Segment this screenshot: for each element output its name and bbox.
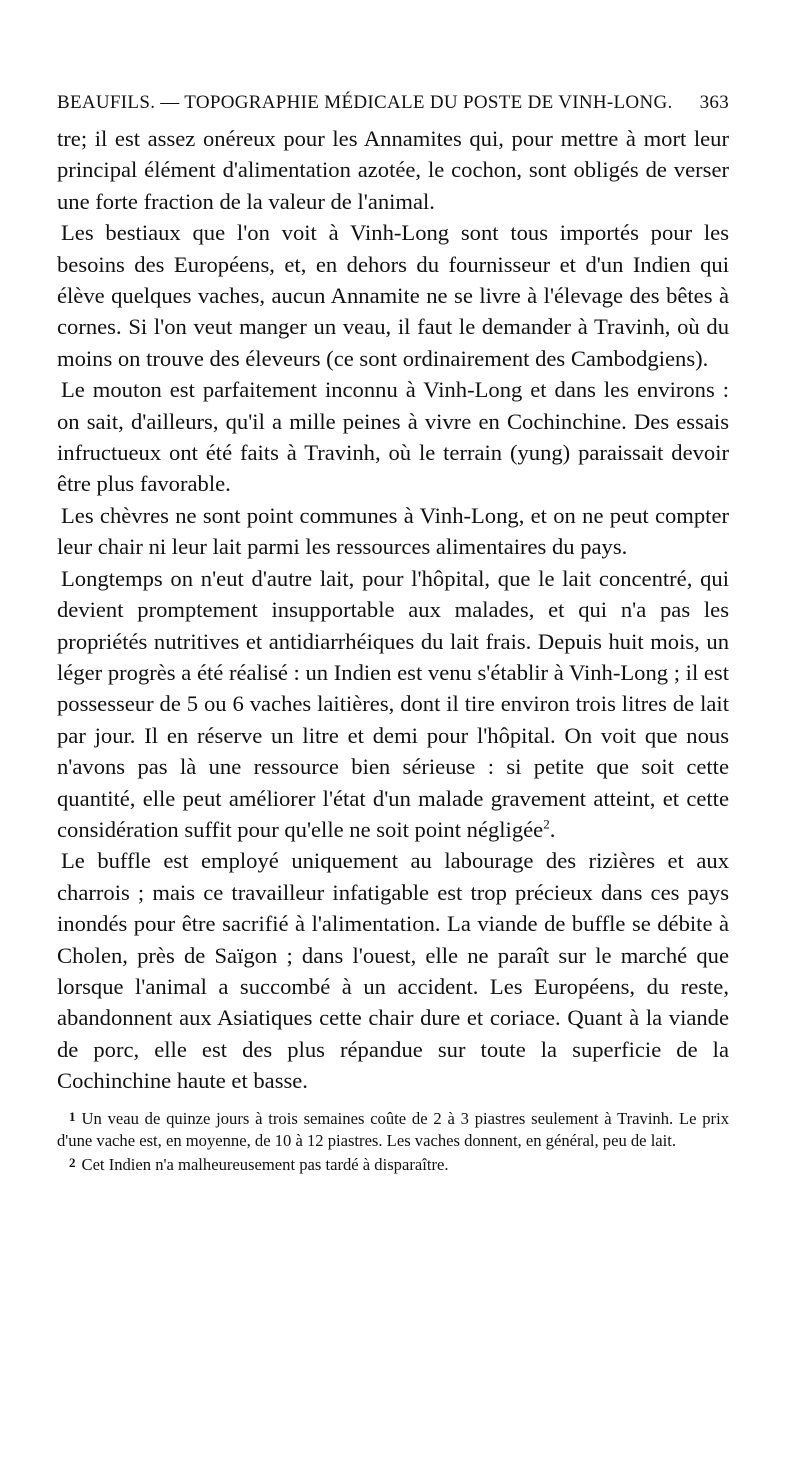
- page-number: 363: [699, 92, 729, 113]
- paragraph-sheep: Le mouton est parfaitement inconnu à Vinh-Long et dans les environs : on sait, d'ailleurs, qu'il a mille peines à vivre en Cochinchine. Des essais infructueux ont été faits à Travinh, où le terrain (yung) paraissait devoir être plus favorable.: [57, 377, 729, 497]
- paragraph-milk-text: Longtemps on n'eut d'autre lait, pour l'hôpital, que le lait concentré, qui devient promptement insupportable aux malades, et qui n'a pas les propriétés nutritives et antidiarrhéiques du lait frais. Depuis huit mois, un léger progrès a été réalisé : un Indien est venu s'établir à Vinh-Long ; il est possesseur de 5 ou 6 vaches laitières, dont il tire environ trois litres de lait par jour. Il en réserve un litre et demi pour l'hôpital. On voit que nous n'avons pas là une ressource bien sérieuse : si petite que soit cette quantité, elle peut améliorer l'état d'un malade gravement atteint, et cette considération suffit pour qu'elle ne soit point négligée: [57, 565, 729, 842]
- footnote-1: [57, 1106, 729, 1153]
- running-head-title: BEAUFILS. — TOPOGRAPHIE MÉDICALE DU POSTE DE VINH-LONG.: [57, 92, 673, 113]
- paragraph-milk-end: .: [549, 816, 556, 842]
- paragraph-livestock: Les bestiaux que l'on voit à Vinh-Long sont tous importés pour les besoins des Européens, et, en dehors du fournisseur et d'un Indien qui élève quelques vaches, aucun Annamite ne se livre à l'élevage des bêtes à cornes. Si l'on veut manger un veau, il faut le demander à Travinh, où du moins on trouve des éleveurs (ce sont ordinairement des Cambodgiens).: [57, 220, 729, 371]
- footnote-text-2: Cet Indien n'a malheureusement pas tardé à disparaître.: [81, 1155, 449, 1175]
- body-text: [57, 123, 729, 1097]
- footnote-ref-2: 2: [543, 816, 550, 832]
- running-head: [57, 92, 729, 114]
- footnote-mark-2: 2: [69, 1155, 76, 1171]
- page: [57, 92, 729, 1177]
- paragraph-slaughter-cost: tre; il est assez onéreux pour les Annamites qui, pour mettre à mort leur principal élément d'alimentation azotée, le cochon, sont obligés de verser une forte fraction de la valeur de l'animal.: [57, 126, 729, 214]
- footnote-2: [57, 1152, 729, 1176]
- paragraph-milk: [57, 563, 729, 846]
- paragraph-buffalo: Le buffle est employé uniquement au labourage des rizières et aux charrois ; mais ce travailleur infatigable est trop précieux dans ces pays inondés pour être sacrifié à l'alimentation. La viande de buffle se débite à Cholen, près de Saïgon ; dans l'ouest, elle ne paraît sur le marché que lorsque l'animal a succombé à un accident. Les Européens, du reste, abandonnent aux Asiatiques cette chair dure et coriace. Quant à la viande de porc, elle est des plus répandue sur toute la superficie de la Cochinchine haute et basse.: [57, 848, 729, 1094]
- paragraph-goats: Les chèvres ne sont point communes à Vinh-Long, et on ne peut compter leur chair ni leur lait parmi les ressources alimentaires du pays.: [57, 502, 729, 560]
- footnote-text-1: Un veau de quinze jours à trois semaines coûte de 2 à 3 piastres seulement à Travinh. Le prix d'une vache est, en moyenne, de 10 à 12 piastres. Les vaches donnent, en général, peu de lait.: [57, 1108, 729, 1150]
- footnotes: [57, 1106, 729, 1177]
- footnote-mark-1: 1: [69, 1108, 76, 1124]
